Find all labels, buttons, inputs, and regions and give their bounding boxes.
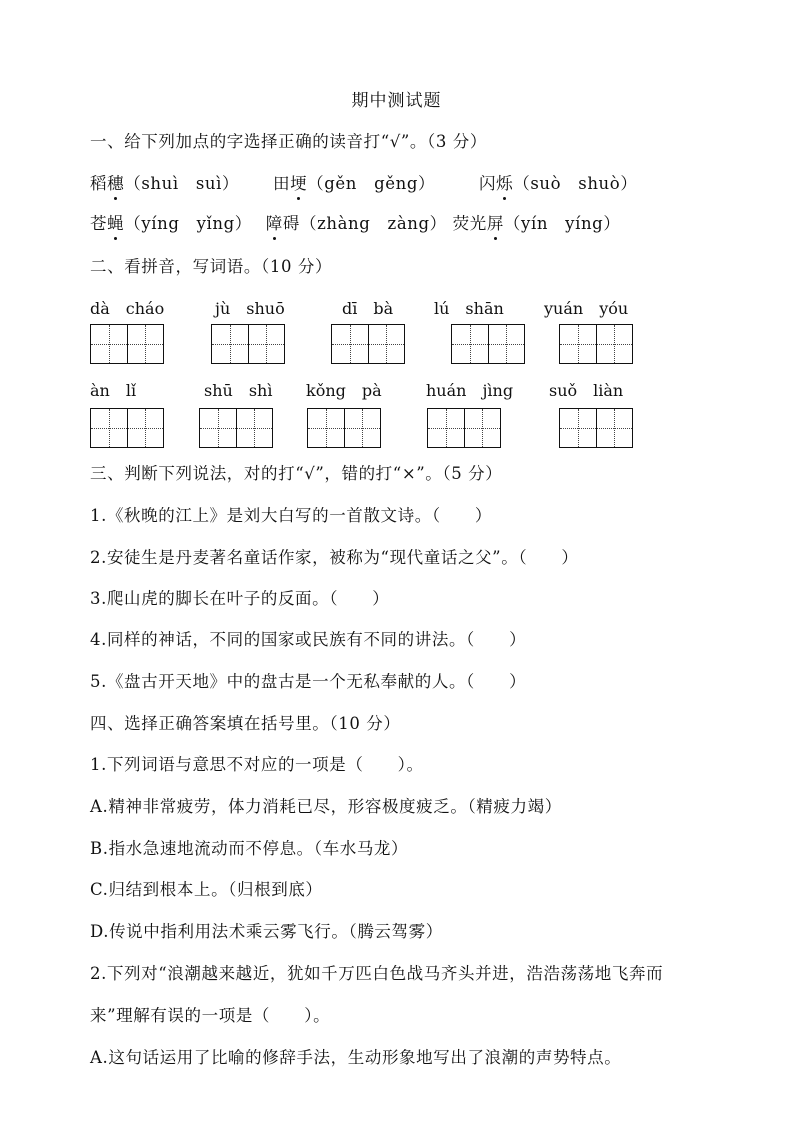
writing-box[interactable] [559, 324, 633, 364]
judgment-item: 2.安徒生是丹麦著名童话作家，被称为“现代童话之父”。（ ） [90, 548, 579, 567]
item-prefix: 稻 [90, 174, 108, 193]
section2-heading: 二、看拼音，写词语。（10 分） [90, 257, 333, 276]
pinyin-label: lú shān [434, 299, 504, 318]
item-options: （gěn gěng） [307, 174, 436, 193]
page-title: 期中测试题 [351, 91, 442, 111]
section3-heading: 三、判断下列说法，对的打“√”，错的打“×”。（5 分） [90, 464, 503, 483]
item-options: （shuì suì） [124, 174, 240, 193]
writing-box[interactable] [331, 324, 405, 364]
section4-heading: 四、选择正确答案填在括号里。（10 分） [90, 714, 401, 733]
dotted-char: 烁 [496, 170, 513, 194]
judgment-item: 1.《秋晚的江上》是刘大白写的一首散文诗。（ ） [90, 506, 492, 525]
pinyin-label: huán jìng [426, 381, 514, 400]
option-d: D.传说中指利用法术乘云雾飞行。（腾云驾雾） [90, 922, 443, 941]
pinyin-label: àn lǐ [90, 381, 137, 400]
dotted-char: 屏 [487, 210, 504, 234]
option-b: B.指水急速地流动而不停息。（车水马龙） [90, 839, 409, 858]
dotted-char: 障 [266, 210, 283, 234]
dotted-char: 穗 [107, 170, 124, 194]
writing-box[interactable] [211, 324, 285, 364]
section1-row1 [90, 170, 637, 194]
pinyin-label: jù shuō [215, 299, 285, 318]
option-a: A.这句话运用了比喻的修辞手法，生动形象地写出了浪潮的声势特点。 [90, 1048, 622, 1067]
question-1: 1.下列词语与意思不对应的一项是（ ）。 [90, 755, 424, 774]
judgment-item: 5.《盘古开天地》中的盘古是一个无私奉献的人。（ ） [90, 672, 527, 691]
pronunciation-item [90, 170, 239, 194]
pronunciation-item [453, 210, 621, 234]
pronunciation-item [266, 210, 447, 234]
item-prefix: 荧光 [452, 214, 487, 233]
pinyin-label: dà cháo [90, 299, 165, 318]
writing-box-row-1 [0, 324, 793, 368]
writing-box[interactable] [307, 408, 381, 448]
pinyin-label: suǒ liàn [549, 381, 624, 400]
writing-box[interactable] [451, 324, 525, 364]
pinyin-label: kǒng pà [306, 381, 382, 400]
question-2-line-2: 来”理解有误的一项是（ ）。 [90, 1006, 331, 1025]
item-options: （yíng yǐng） [124, 214, 252, 233]
pinyin-row-1 [0, 296, 793, 320]
item-prefix: 闪 [479, 174, 497, 193]
section1-heading: 一、给下列加点的字选择正确的读音打“√”。（3 分） [90, 132, 487, 151]
section1-row2 [90, 210, 620, 234]
item-prefix: 田 [272, 174, 291, 193]
option-c: C.归结到根本上。（归根到底） [90, 880, 323, 899]
option-a: A.精神非常疲劳，体力消耗已尽，形容极度疲乏。（精疲力竭） [90, 797, 562, 816]
question-2-line-1: 2.下列对“浪潮越来越近，犹如千万匹白色战马齐头并进，浩浩荡荡地飞奔而 [90, 964, 664, 983]
writing-box[interactable] [199, 408, 273, 448]
pronunciation-item [273, 170, 435, 194]
pinyin-label: yuán yóu [544, 299, 629, 318]
item-options: （suò shuò） [513, 174, 638, 193]
judgment-item: 3.爬山虎的脚长在叶子的反面。（ ） [90, 589, 390, 608]
dotted-char: 蝇 [107, 210, 124, 234]
writing-box[interactable] [90, 408, 164, 448]
judgment-item: 4.同样的神话，不同的国家或民族有不同的讲法。（ ） [90, 630, 527, 649]
dotted-char: 埂 [290, 170, 307, 194]
item-options: （yín yíng） [503, 214, 621, 233]
pinyin-label: dī bà [342, 299, 394, 318]
item-options: 碍（zhàng zàng） [282, 214, 447, 233]
pinyin-label: shū shì [204, 381, 273, 400]
writing-box[interactable] [559, 408, 633, 448]
pronunciation-item [479, 170, 637, 194]
item-prefix: 苍 [90, 214, 108, 233]
writing-box-row-2 [0, 408, 793, 452]
pronunciation-item [90, 210, 252, 234]
pinyin-row-2 [0, 378, 793, 402]
writing-box[interactable] [90, 324, 164, 364]
writing-box[interactable] [427, 408, 501, 448]
